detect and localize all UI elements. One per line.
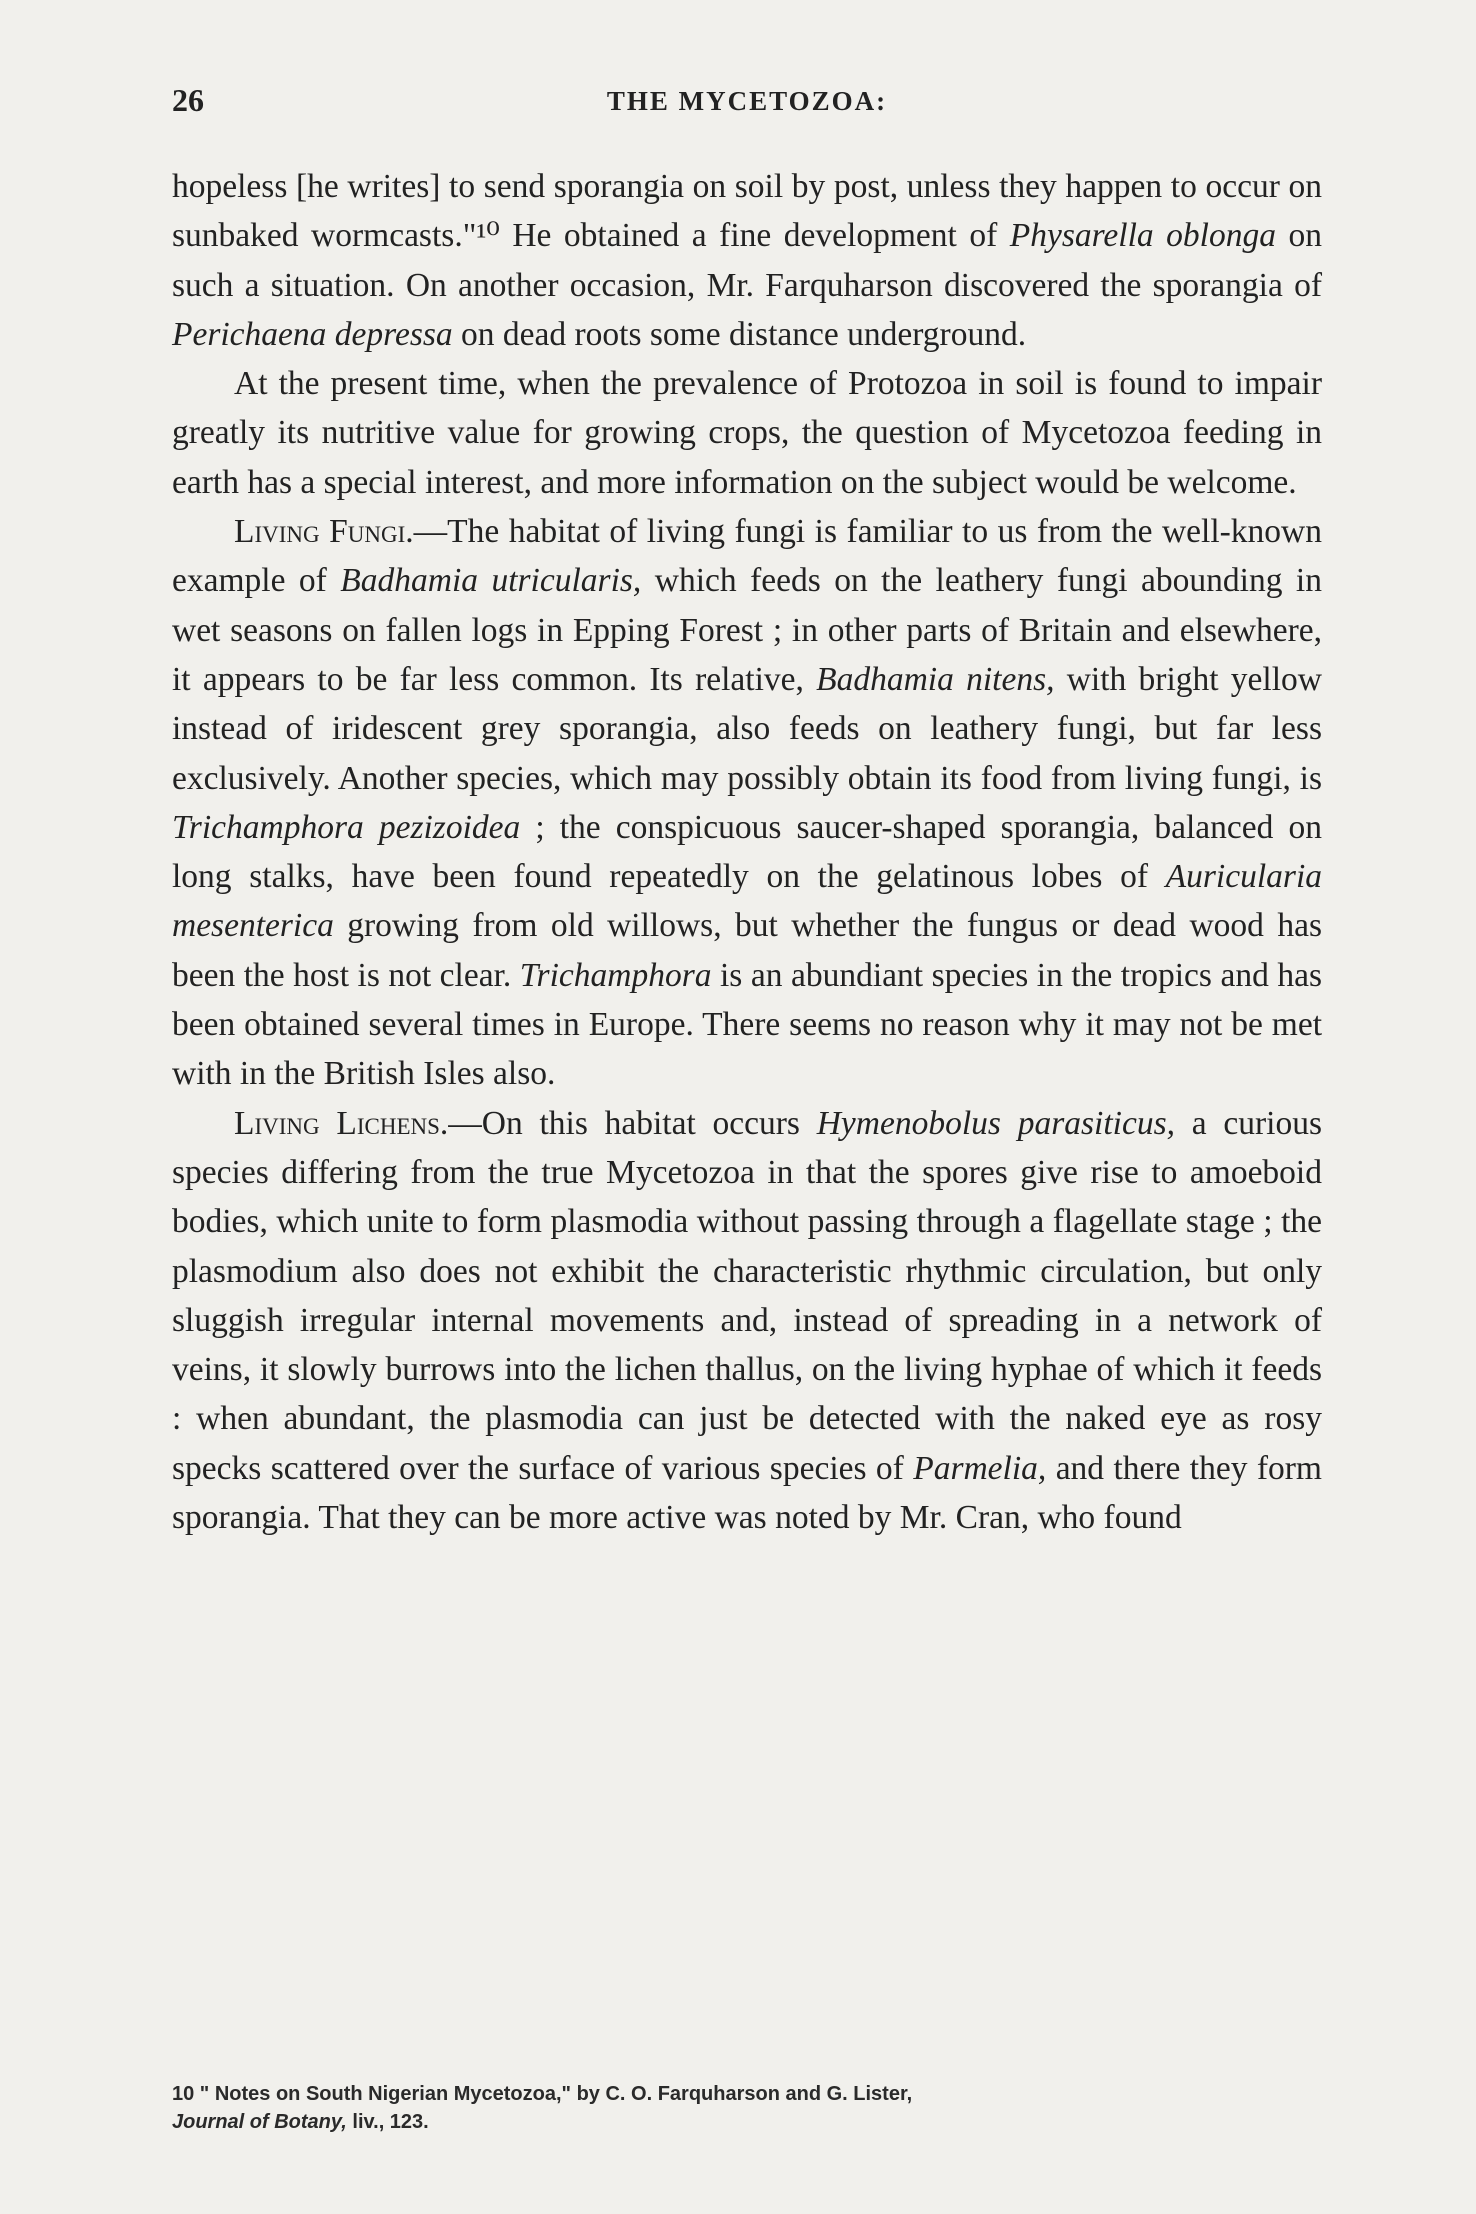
paragraph-3-text-d: ; the conspicuous saucer-shaped sporangia, balanced on long stalks, have been found repeatedly on the gelatinous lobes of <box>172 808 1322 896</box>
paragraph-1-text-c: on dead roots some distance underground. <box>452 315 1027 353</box>
paragraph-2: At the present time, when the prevalence of Protozoa in soil is found to impair greatly its nutritive value for growing crops, the question of Mycetozoa feeding in earth has a special interest, and more information on the subject would be welcome. <box>172 365 1322 501</box>
paragraph-4 <box>172 1099 1322 1543</box>
paragraph-3-text-c: with bright yellow instead of iridescent grey sporangia, also feeds on leathery fungi, but far less exclusively. Another species, which may possibly obtain its food from living fungi, is <box>172 660 1322 797</box>
paragraph-4-text-a: —On this habitat occurs <box>448 1104 817 1142</box>
species-name: Trichamphora pezizoidea <box>172 808 521 846</box>
paragraph-1-text-b: on such a situation. On another occasion, Mr. Farquharson discovered the sporangia of <box>172 217 1322 304</box>
footnote <box>172 2080 1322 2136</box>
running-title: THE MYCETOZOA: <box>606 86 888 116</box>
body-text <box>172 162 1322 1542</box>
paragraph-1 <box>172 162 1322 359</box>
species-name: Auricularia mesenterica <box>172 858 1322 945</box>
journal-title: Journal of Botany, <box>172 2111 347 2133</box>
species-name: Badhamia nitens, <box>816 660 1055 698</box>
paragraph-3-text-a: —The habitat of living fungi is familiar to us from the well-known example of <box>172 513 1323 600</box>
paragraph-3 <box>172 507 1322 1099</box>
species-name: Hymenobolus parasiticus, <box>816 1104 1175 1142</box>
paragraph-1-text-a: hopeless [he writes] to send sporangia on soil by post, unless they happen to occur on sunbaked wormcasts."¹⁰ He obtained a fine development of <box>172 168 1322 255</box>
species-name: Physarella oblonga <box>1009 217 1276 255</box>
paragraph-3-text-b: which feeds on the leathery fungi abounding in wet seasons on fallen logs in Epping Forest ; in other parts of Britain and elsewhere, it appears to be far less common. Its relative, <box>172 562 1322 698</box>
running-head <box>172 82 1322 132</box>
species-name: Perichaena depressa <box>172 315 453 353</box>
paragraph-4-text-b: a curious species differing from the true Mycetozoa in that the spores give rise to amoeboid bodies, which unite to form plasmodia without passing through a flagellate stage ; the plasmodium also does not exhibit the characteristic rhythmic circulation, but only sluggish irregular internal movements and, instead of spreading in a network of veins, it slowly burrows into the lichen thallus, on the living hyphae of which it feeds : when abundant, the plasmodia can just be detected with the naked eye as rosy specks scattered over the surface of various species of <box>172 1104 1322 1487</box>
page-number: 26 <box>172 82 204 118</box>
paragraph-3-text-e: growing from old willows, but whether the fungus or dead wood has been the host is not clear. <box>172 907 1322 994</box>
section-heading-living-fungi: Living Fungi. <box>234 513 414 551</box>
species-name: Badhamia utricularis, <box>340 562 642 600</box>
paragraph-4-text-c: and there they form sporangia. That they can be more active was noted by Mr. Cran, who found <box>172 1449 1322 1537</box>
footnote-line-1: 10 " Notes on South Nigerian Mycetozoa," by C. O. Farquharson and G. Lister, <box>172 2083 913 2105</box>
genus-name: Trichamphora <box>519 956 712 994</box>
section-heading-living-lichens: Living Lichens. <box>234 1104 449 1142</box>
paragraph-3-text-f: is an abundiant species in the tropics and has been obtained several times in Europe. There seems no reason why it may not be met with in the British Isles also. <box>172 956 1322 1093</box>
footnote-citation: liv., 123. <box>346 2111 429 2133</box>
footnote-line-2 <box>172 2108 1322 2136</box>
genus-name: Parmelia, <box>913 1449 1047 1487</box>
